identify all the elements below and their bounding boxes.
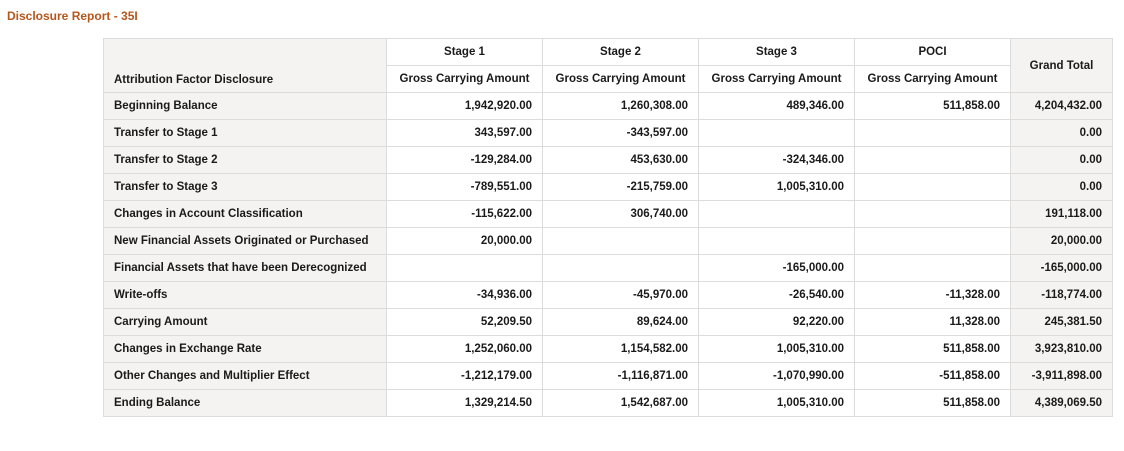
value-cell bbox=[855, 255, 1011, 282]
value-cell: -1,212,179.00 bbox=[387, 363, 543, 390]
value-cell bbox=[855, 228, 1011, 255]
disclosure-table bbox=[103, 38, 1113, 417]
table-row bbox=[104, 147, 1113, 174]
value-cell: -1,116,871.00 bbox=[543, 363, 699, 390]
table-row bbox=[104, 120, 1113, 147]
value-cell: -45,970.00 bbox=[543, 282, 699, 309]
table-row bbox=[104, 255, 1113, 282]
value-cell: -165,000.00 bbox=[699, 255, 855, 282]
value-cell bbox=[855, 174, 1011, 201]
value-cell: 11,328.00 bbox=[855, 309, 1011, 336]
corner-header: Attribution Factor Disclosure bbox=[104, 39, 387, 93]
grand-total-cell: 245,381.50 bbox=[1011, 309, 1113, 336]
value-cell: -511,858.00 bbox=[855, 363, 1011, 390]
value-cell bbox=[855, 201, 1011, 228]
value-cell: -34,936.00 bbox=[387, 282, 543, 309]
row-label[interactable]: Other Changes and Multiplier Effect bbox=[104, 363, 387, 390]
grand-total-header[interactable]: Grand Total bbox=[1011, 39, 1113, 93]
row-label[interactable]: Changes in Exchange Rate bbox=[104, 336, 387, 363]
grand-total-cell: 4,204,432.00 bbox=[1011, 93, 1113, 120]
value-cell bbox=[699, 201, 855, 228]
row-label[interactable]: Financial Assets that have been Derecognized bbox=[104, 255, 387, 282]
table-row bbox=[104, 201, 1113, 228]
row-label[interactable]: Carrying Amount bbox=[104, 309, 387, 336]
row-label[interactable]: Beginning Balance bbox=[104, 93, 387, 120]
measure-header-stage-2[interactable]: Gross Carrying Amount bbox=[543, 66, 699, 93]
grand-total-cell: 20,000.00 bbox=[1011, 228, 1113, 255]
stage-header-stage-3[interactable]: Stage 3 bbox=[699, 39, 855, 66]
table-row bbox=[104, 282, 1113, 309]
table-row bbox=[104, 174, 1113, 201]
value-cell: 1,329,214.50 bbox=[387, 390, 543, 417]
page-title: Disclosure Report - 35I bbox=[7, 9, 138, 23]
value-cell: 20,000.00 bbox=[387, 228, 543, 255]
row-label[interactable]: Transfer to Stage 1 bbox=[104, 120, 387, 147]
stage-header-stage-2[interactable]: Stage 2 bbox=[543, 39, 699, 66]
grand-total-cell: -118,774.00 bbox=[1011, 282, 1113, 309]
stage-header-stage-1[interactable]: Stage 1 bbox=[387, 39, 543, 66]
row-label[interactable]: Transfer to Stage 2 bbox=[104, 147, 387, 174]
value-cell bbox=[699, 228, 855, 255]
value-cell bbox=[699, 120, 855, 147]
table-row bbox=[104, 363, 1113, 390]
value-cell: -215,759.00 bbox=[543, 174, 699, 201]
value-cell: -789,551.00 bbox=[387, 174, 543, 201]
value-cell: -26,540.00 bbox=[699, 282, 855, 309]
grand-total-cell: 3,923,810.00 bbox=[1011, 336, 1113, 363]
value-cell: 1,252,060.00 bbox=[387, 336, 543, 363]
table-row bbox=[104, 93, 1113, 120]
value-cell: 52,209.50 bbox=[387, 309, 543, 336]
value-cell: -11,328.00 bbox=[855, 282, 1011, 309]
stage-header-row bbox=[104, 39, 1113, 66]
value-cell: 343,597.00 bbox=[387, 120, 543, 147]
value-cell: 92,220.00 bbox=[699, 309, 855, 336]
table-row bbox=[104, 336, 1113, 363]
value-cell: -343,597.00 bbox=[543, 120, 699, 147]
value-cell: 89,624.00 bbox=[543, 309, 699, 336]
value-cell: 306,740.00 bbox=[543, 201, 699, 228]
value-cell: 1,005,310.00 bbox=[699, 174, 855, 201]
measure-header-stage-3[interactable]: Gross Carrying Amount bbox=[699, 66, 855, 93]
table-row bbox=[104, 309, 1113, 336]
value-cell bbox=[387, 255, 543, 282]
grand-total-cell: 4,389,069.50 bbox=[1011, 390, 1113, 417]
value-cell: 453,630.00 bbox=[543, 147, 699, 174]
value-cell: 1,005,310.00 bbox=[699, 336, 855, 363]
value-cell: 1,005,310.00 bbox=[699, 390, 855, 417]
grand-total-cell: -165,000.00 bbox=[1011, 255, 1113, 282]
row-label[interactable]: Ending Balance bbox=[104, 390, 387, 417]
row-label[interactable]: Changes in Account Classification bbox=[104, 201, 387, 228]
value-cell: -324,346.00 bbox=[699, 147, 855, 174]
value-cell: 1,154,582.00 bbox=[543, 336, 699, 363]
stage-header-poci[interactable]: POCI bbox=[855, 39, 1011, 66]
value-cell: 1,542,687.00 bbox=[543, 390, 699, 417]
measure-header-poci[interactable]: Gross Carrying Amount bbox=[855, 66, 1011, 93]
grand-total-cell: 0.00 bbox=[1011, 147, 1113, 174]
measure-header-stage-1[interactable]: Gross Carrying Amount bbox=[387, 66, 543, 93]
row-label[interactable]: Transfer to Stage 3 bbox=[104, 174, 387, 201]
value-cell: 511,858.00 bbox=[855, 390, 1011, 417]
value-cell bbox=[855, 120, 1011, 147]
value-cell: -115,622.00 bbox=[387, 201, 543, 228]
value-cell: 511,858.00 bbox=[855, 336, 1011, 363]
value-cell: -1,070,990.00 bbox=[699, 363, 855, 390]
row-label[interactable]: Write-offs bbox=[104, 282, 387, 309]
table-row bbox=[104, 228, 1113, 255]
value-cell: 489,346.00 bbox=[699, 93, 855, 120]
grand-total-cell: 191,118.00 bbox=[1011, 201, 1113, 228]
table-row bbox=[104, 390, 1113, 417]
row-label[interactable]: New Financial Assets Originated or Purchased bbox=[104, 228, 387, 255]
value-cell bbox=[543, 228, 699, 255]
grand-total-cell: -3,911,898.00 bbox=[1011, 363, 1113, 390]
grand-total-cell: 0.00 bbox=[1011, 174, 1113, 201]
value-cell: 511,858.00 bbox=[855, 93, 1011, 120]
value-cell: -129,284.00 bbox=[387, 147, 543, 174]
value-cell: 1,260,308.00 bbox=[543, 93, 699, 120]
value-cell: 1,942,920.00 bbox=[387, 93, 543, 120]
value-cell bbox=[855, 147, 1011, 174]
grand-total-cell: 0.00 bbox=[1011, 120, 1113, 147]
value-cell bbox=[543, 255, 699, 282]
table-body bbox=[104, 93, 1113, 417]
